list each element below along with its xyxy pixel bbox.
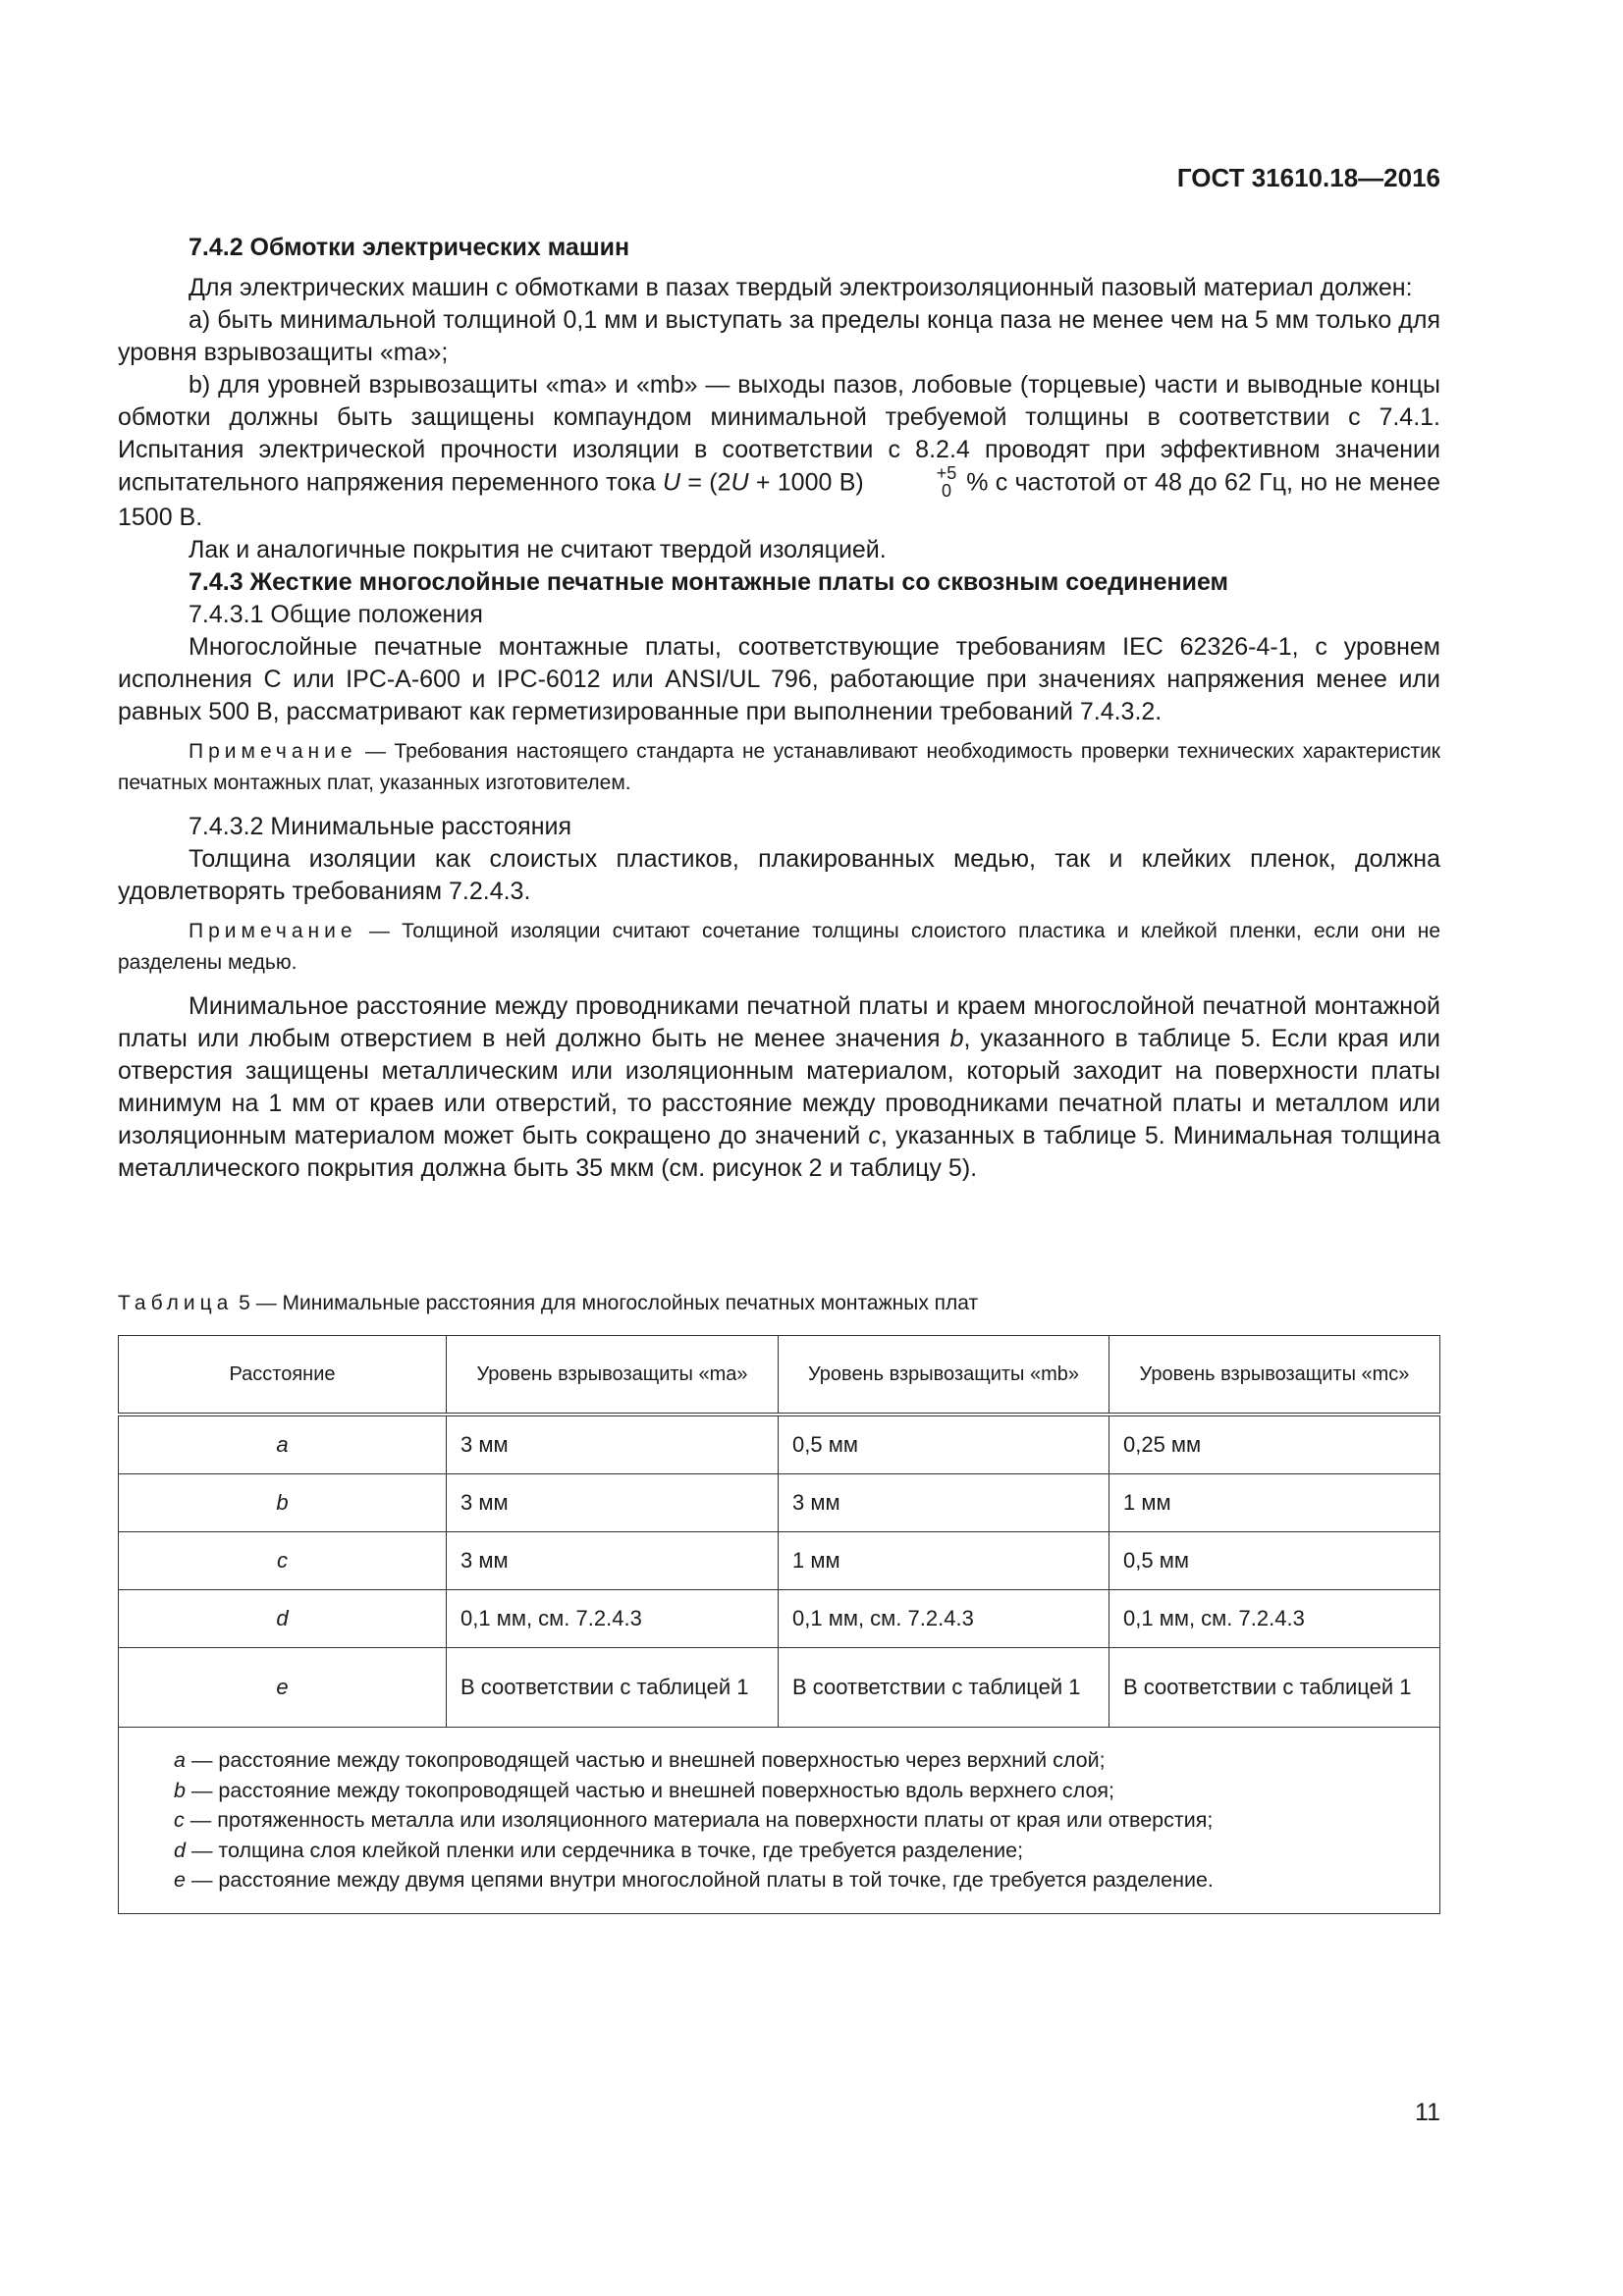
page-number: 11 — [1415, 2099, 1440, 2126]
footnote — [174, 1836, 1384, 1866]
table-row — [119, 1590, 1440, 1648]
footnote-key: a — [174, 1748, 186, 1772]
footnote-key: c — [174, 1808, 185, 1832]
table-cell: 3 мм — [447, 1415, 779, 1474]
table-cell: В соответствии с таблицей 1 — [447, 1648, 779, 1728]
footnotes-cell — [119, 1728, 1440, 1914]
var-u: U — [730, 468, 749, 497]
footnote-text: — расстояние между токопроводящей частью и внешней поверхностью через верхний слой; — [185, 1748, 1106, 1772]
section-title: 7.4.3 Жесткие многослойные печатные монтажные платы со сквозным соединением — [189, 568, 1229, 596]
subsection-title: 7.4.3.1 Общие положения — [189, 601, 483, 628]
column-header: Расстояние — [119, 1336, 447, 1415]
text: + 1000 В) — [748, 468, 864, 497]
footnote-text: — протяженность металла или изоляционного материала на поверхности платы от края или отверстия; — [184, 1808, 1214, 1832]
table-cell: 0,25 мм — [1109, 1415, 1440, 1474]
table-cell: 3 мм — [447, 1532, 779, 1590]
text: b) для уровней взрывозащиты «ma» и «mb» — выходы пазов, лобовые (торцевые) части и выводные концы обмотки должны быть защищены компаундом минимальной требуемой толщины в соответствии с 7.4.1. Испытания электрической прочности изоляции в соответствии с 8.2.4 проводят при эффективном значении испытательного напряжения переменного тока — [118, 371, 1440, 497]
footnote-text: — толщина слоя клейкой пленки или сердечника в точке, где требуется разделение; — [185, 1838, 1024, 1862]
table-cell: 0,1 мм, см. 7.2.4.3 — [1109, 1590, 1440, 1648]
text: Минимальное расстояние между проводниками печатной платы и краем многослойной печатной монтажной платы или любым отверстием в ней должно быть не менее значения — [118, 992, 1440, 1052]
footnote-key: b — [174, 1778, 186, 1802]
text: , указанного в таблице 5. Если края или отверстия защищены металлическим или изоляционным материалом, который заходит на поверхности платы минимум на 1 мм от краев или отверстий, то расстояние между проводниками печатной платы и металлом или изоляционным материалом может быть сокращено до значений — [118, 1025, 1440, 1149]
tolerance-upper: +5 — [936, 463, 957, 483]
table-cell: 1 мм — [1109, 1474, 1440, 1532]
table-cell: d — [119, 1590, 447, 1648]
footnote — [174, 1805, 1384, 1836]
column-header: Уровень взрывозащиты «ma» — [447, 1336, 779, 1415]
list-item-b — [118, 369, 1440, 534]
table-cell: a — [119, 1415, 447, 1474]
table-header-row — [119, 1336, 1440, 1415]
var-u: U — [662, 468, 681, 497]
tolerance-lower: 0 — [941, 481, 951, 501]
subsection-title: 7.4.3.2 Минимальные расстояния — [189, 813, 572, 840]
note-label: Примечание — [189, 920, 357, 942]
table-cell: В соответствии с таблицей 1 — [1109, 1648, 1440, 1728]
footnote — [174, 1776, 1384, 1806]
note — [118, 736, 1440, 799]
table-cell: 0,1 мм, см. 7.2.4.3 — [779, 1590, 1109, 1648]
text: = (2 — [680, 468, 731, 497]
column-header: Уровень взрывозащиты «mc» — [1109, 1336, 1440, 1415]
var-c: c — [868, 1122, 881, 1149]
var-b: b — [949, 1025, 964, 1052]
footnote-key: d — [174, 1838, 186, 1862]
table-cell: В соответствии с таблицей 1 — [779, 1648, 1109, 1728]
distances-table — [118, 1335, 1440, 1914]
table-cell: 0,5 мм — [779, 1415, 1109, 1474]
note — [118, 916, 1440, 979]
section-7-4-2 — [118, 232, 1440, 1185]
table-cell: 1 мм — [779, 1532, 1109, 1590]
footnote-text: — расстояние между токопроводящей частью и внешней поверхностью вдоль верхнего слоя; — [185, 1778, 1115, 1802]
footnote — [174, 1745, 1384, 1776]
paragraph: Толщина изоляции как слоистых пластиков, плакированных медью, так и клейких пленок, должна удовлетворять требованиям 7.2.4.3. — [118, 845, 1440, 905]
paragraph: Для электрических машин с обмотками в пазах твердый электроизоляционный пазовый материал должен: — [189, 274, 1413, 301]
note-label: Примечание — [189, 740, 357, 763]
footnote-text: — расстояние между двумя цепями внутри многослойной платы в той точке, где требуется разделение. — [185, 1868, 1214, 1892]
text: % с частотой от 48 до 62 Гц, но не менее 1500 В. — [118, 468, 1440, 531]
paragraph — [118, 990, 1440, 1185]
table-caption — [118, 1292, 978, 1315]
footnote — [174, 1865, 1384, 1896]
table-cell: 0,1 мм, см. 7.2.4.3 — [447, 1590, 779, 1648]
footnote-key: e — [174, 1868, 186, 1892]
table-cell: 0,5 мм — [1109, 1532, 1440, 1590]
tolerance — [866, 464, 957, 500]
table-cell: e — [119, 1648, 447, 1728]
column-header: Уровень взрывозащиты «mb» — [779, 1336, 1109, 1415]
caption-text: 5 — Минимальные расстояния для многослойных печатных монтажных плат — [233, 1292, 979, 1314]
table-row — [119, 1532, 1440, 1590]
table-cell: 3 мм — [779, 1474, 1109, 1532]
paragraph: Лак и аналогичные покрытия не считают твердой изоляцией. — [189, 536, 887, 563]
table-row — [119, 1415, 1440, 1474]
list-item-a: a) быть минимальной толщиной 0,1 мм и выступать за пределы конца паза не менее чем на 5 мм только для уровня взрывозащиты «ma»; — [118, 306, 1440, 366]
table-cell: c — [119, 1532, 447, 1590]
note-text: — Толщиной изоляции считают сочетание толщины слоистого пластика и клейкой пленки, если они не разделены медью. — [118, 920, 1440, 974]
table-cell: b — [119, 1474, 447, 1532]
caption-label: Таблица — [118, 1292, 234, 1314]
table-row — [119, 1648, 1440, 1728]
table-footnotes — [119, 1728, 1440, 1914]
table-row — [119, 1474, 1440, 1532]
table-cell: 3 мм — [447, 1474, 779, 1532]
document-id: ГОСТ 31610.18—2016 — [1176, 163, 1440, 192]
paragraph: Многослойные печатные монтажные платы, соответствующие требованиям IEC 62326-4-1, с уровнем исполнения C или IPC-A-600 и IPC-6012 или ANSI/UL 796, работающие при значениях напряжения менее или равных 500 В, рассматривают как герметизированные при выполнении требований 7.4.3.2. — [118, 633, 1440, 725]
section-title: 7.4.2 Обмотки электрических машин — [189, 234, 630, 261]
note-text: — Требования настоящего стандарта не устанавливают необходимость проверки технических характеристик печатных монтажных плат, указанных изготовителем. — [118, 740, 1440, 794]
text: , указанных в таблице 5. Минимальная толщина металлического покрытия должна быть 35 мкм (см. рисунок 2 и таблицу 5). — [118, 1122, 1440, 1182]
